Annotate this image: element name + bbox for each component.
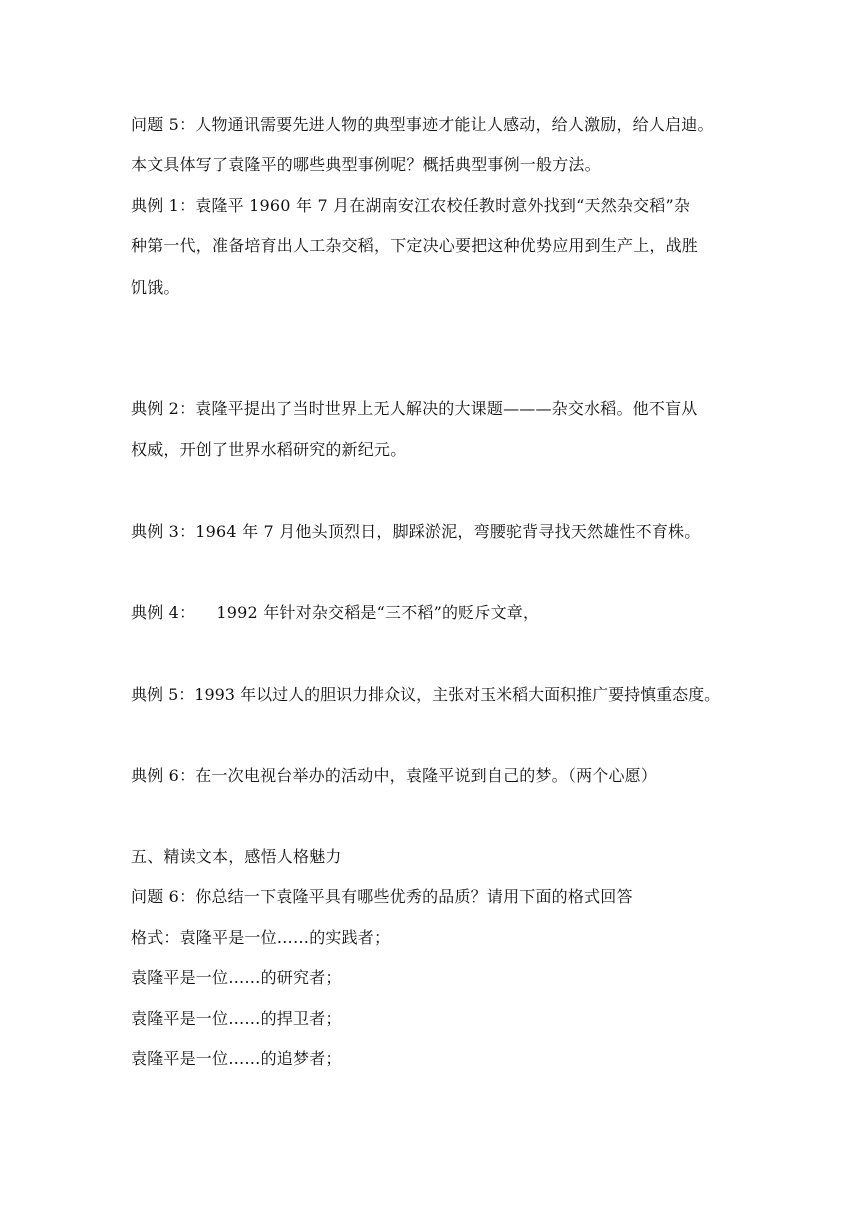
example-5-line: 典例 5：1993 年以过人的胆识力排众议，主张对玉米稻大面积推广要持慎重态度。 (131, 685, 721, 704)
format-line-2: 袁隆平是一位……的研究者； (131, 968, 342, 987)
example-3-line: 典例 3：1964 年 7 月他头顶烈日，脚踩淤泥，弯腰驼背寻找天然雄性不育株。 (131, 522, 701, 541)
question-5-line-1: 问题 5：人物通讯需要先进人物的典型事迹才能让人感动，给人激励，给人启迪。 (131, 115, 714, 134)
example-4-line: 典例 4： 1992 年针对杂交稻是“三不稻”的贬斥文章， (131, 603, 540, 622)
example-1-line-2: 种第一代，准备培育出人工杂交稻，下定决心要把这种优势应用到生产上，战胜 (131, 236, 699, 255)
question-5-line-2: 本文具体写了袁隆平的哪些典型事例呢？概括典型事例一般方法。 (131, 155, 601, 174)
example-6-line: 典例 6：在一次电视台举办的活动中，袁隆平说到自己的梦。（两个心愿） (131, 766, 658, 785)
example-1-line-3: 饥饿。 (131, 278, 180, 297)
section-5-heading: 五、精读文本，感悟人格魅力 (131, 847, 342, 866)
format-line-4: 袁隆平是一位……的追梦者； (131, 1049, 342, 1068)
example-1-line-1: 典例 1：袁隆平 1960 年 7 月在湖南安江农校任教时意外找到“天然杂交稻”杂 (131, 196, 691, 215)
example-2-line-2: 权威，开创了世界水稻研究的新纪元。 (131, 440, 407, 459)
example-2-line-1: 典例 2：袁隆平提出了当时世界上无人解决的大课题———杂交水稻。他不盲从 (131, 399, 698, 418)
format-line-3: 袁隆平是一位……的捍卫者； (131, 1009, 342, 1028)
format-line-1: 格式：袁隆平是一位……的实践者； (131, 928, 391, 947)
question-6: 问题 6：你总结一下袁隆平具有哪些优秀的品质？请用下面的格式回答 (131, 887, 633, 906)
